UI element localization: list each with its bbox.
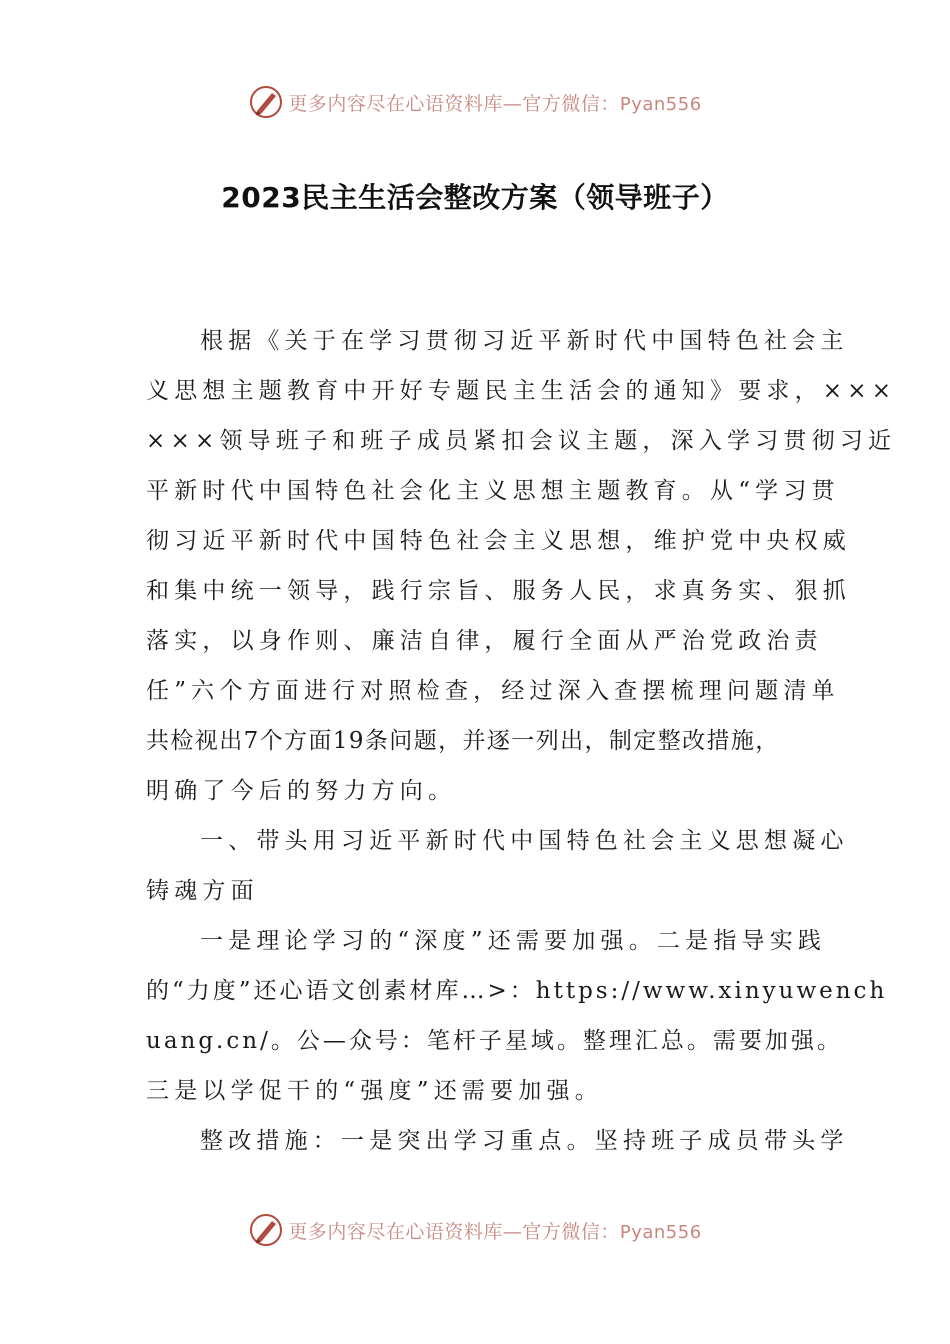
text-line: uang.cn/。公—众号：笔杆子星域。整理汇总。需要加强。	[146, 1028, 843, 1054]
text-line: 整改措施：一是突出学习重点。坚持班子成员带头学	[200, 1128, 849, 1154]
pen-logo-icon	[248, 84, 284, 120]
text-line: 根据《关于在学习贯彻习近平新时代中国特色社会主	[200, 328, 849, 354]
watermark-header	[0, 80, 950, 124]
text-line: 彻习近平新时代中国特色社会主义思想，维护党中央权威	[146, 528, 851, 554]
text-line: 的“力度”还心语文创素材库…>：https://www.xinyuwench	[146, 978, 888, 1004]
text-line: 明确了今后的努力方向。	[146, 778, 457, 804]
text-line: 义思想主题教育中开好专题民主生活会的通知》要求，×××	[146, 378, 897, 404]
text-line: 任”六个方面进行对照检查，经过深入查摆梳理问题清单	[146, 678, 840, 704]
watermark-label: 更多内容尽在心语资料库—官方微信：Pyan556	[288, 92, 702, 115]
watermark-footer	[0, 1208, 950, 1252]
document-title: 2023民主生活会整改方案（领导班子）	[221, 181, 729, 214]
pen-logo-icon	[248, 1212, 284, 1248]
text-line: 落实，以身作则、廉洁自律，履行全面从严治党政治责	[146, 628, 823, 654]
text-line: 三是以学促干的“强度”还需要加强。	[146, 1078, 603, 1104]
section-heading-line: 铸魂方面	[146, 878, 259, 904]
text-line: 和集中统一领导，践行宗旨、服务人民，求真务实、狠抓	[146, 578, 851, 604]
text-line: 共检视出7个方面19条问题，并逐一列出，制定整改措施，	[146, 728, 780, 754]
text-line: 一是理论学习的“深度”还需要加强。二是指导实践	[200, 928, 827, 954]
text-line: ×××领导班子和班子成员紧扣会议主题，深入学习贯彻习近	[146, 428, 897, 454]
watermark-label: 更多内容尽在心语资料库—官方微信：Pyan556	[288, 1220, 702, 1243]
document-body	[146, 316, 897, 1166]
text-line: 平新时代中国特色社会化主义思想主题教育。从“学习贯	[146, 478, 840, 504]
section-heading-line: 一、带头用习近平新时代中国特色社会主义思想凝心	[200, 828, 849, 854]
